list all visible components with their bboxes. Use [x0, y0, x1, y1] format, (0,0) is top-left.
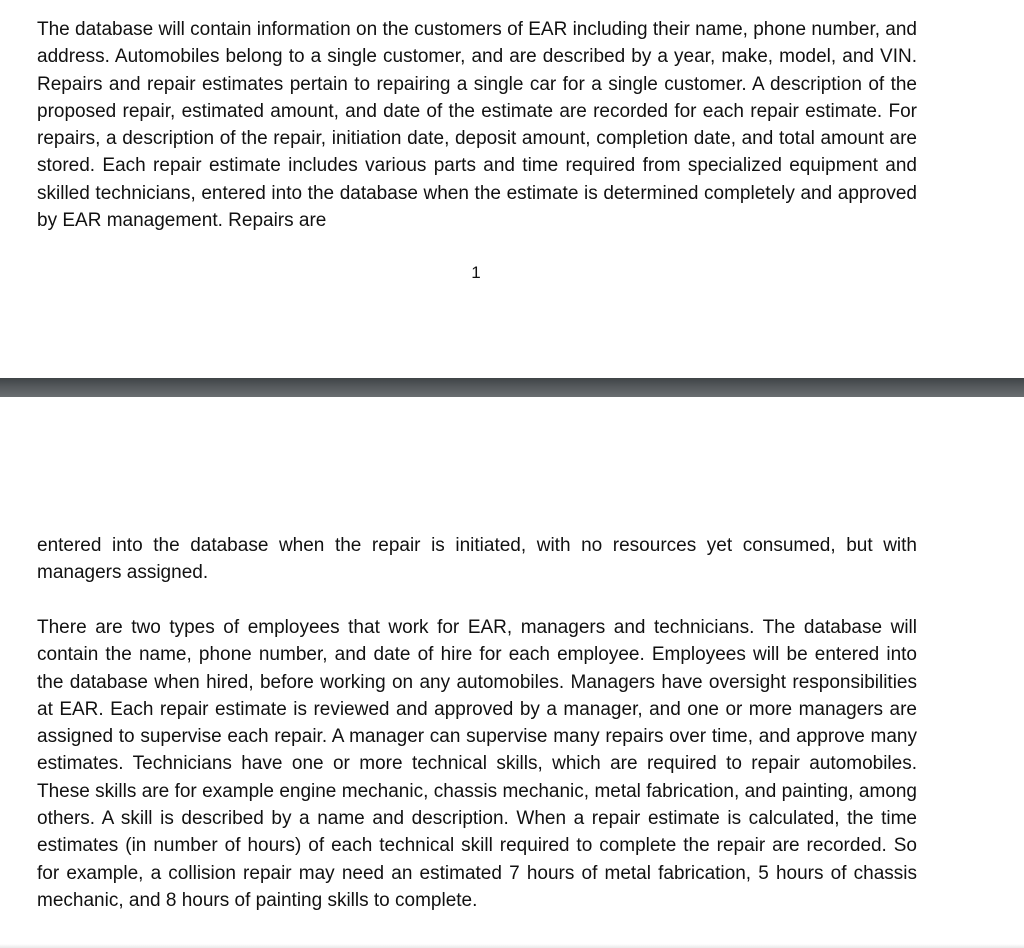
page-separator: [0, 378, 1024, 397]
paragraph-repairs-continued: entered into the database when the repair is initiated, with no resources yet consumed, but with managers assigned.: [37, 535, 917, 584]
paragraph-employees: There are two types of employees that work for EAR, managers and technicians. The database will contain the name, phone number, and date of hire for each employee. Employees will be entered into the database when hired, before working on any automobiles. Managers have oversight responsibilities at EAR. Each repair estimate is reviewed and approved by a manager, and one or more managers are assigned to supervise each repair. A manager can supervise many repairs over time, and approve many estimates. Technicians have one or more technical skills, which are required to repair automobiles. These skills are for example engine mechanic, chassis mechanic, metal fabrication, and painting, among others. A skill is described by a name and description. When a repair estimate is calculated, the time estimates (in number of hours) of each technical skill required to complete the repair are recorded. So for example, a collision repair may need an estimated 7 hours of metal fabrication, 5 hours of chassis mechanic, and 8 hours of painting skills to complete.: [37, 617, 917, 911]
document-page-2: [0, 397, 1024, 948]
paragraph-customers-repairs: The database will contain information on the customers of EAR including their name, phone number, and address. Automobiles belong to a single customer, and are described by a year, make, model, and VIN. Repairs and repair estimates pertain to repairing a single car for a single customer. A description of the proposed repair, estimated amount, and date of the estimate are recorded for each repair estimate. For repairs, a description of the repair, initiation date, deposit amount, completion date, and total amount are stored. Each repair estimate includes various parts and time required from specialized equipment and skilled technicians, entered into the database when the estimate is determined completely and approved by EAR management. Repairs are: [37, 19, 917, 232]
document-page-1: [0, 0, 1024, 378]
page-number: 1: [471, 263, 481, 282]
page-bottom-edge: [0, 944, 1024, 948]
